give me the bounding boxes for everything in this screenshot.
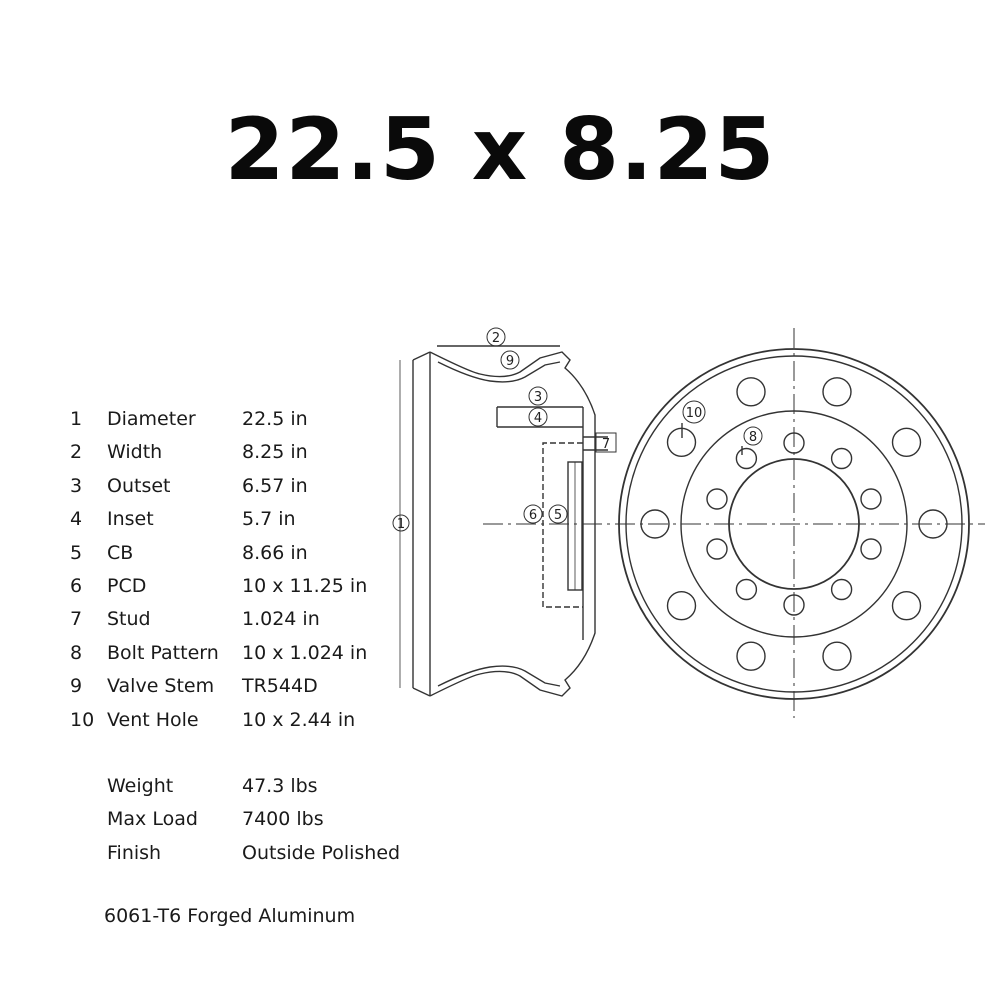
callout-8-text: 8 — [748, 430, 758, 445]
spec-number: 1 — [70, 408, 83, 430]
spec-value: 10 x 11.25 in — [242, 574, 368, 597]
vent-hole — [668, 592, 696, 620]
spec-label: Vent Hole — [107, 708, 199, 731]
callout-10 — [683, 401, 705, 423]
spec-value: 10 x 2.44 in — [242, 708, 356, 731]
wheel-side-profile — [400, 346, 985, 696]
callout-2-text: 2 — [491, 331, 501, 346]
spec-number: 7 — [70, 608, 83, 631]
wheel-front-view — [619, 328, 969, 718]
bolt-hole — [861, 489, 881, 509]
bolt-hole — [832, 449, 852, 469]
callout-7-text: 7 — [601, 437, 611, 452]
spec-value: 8.25 in — [242, 441, 308, 464]
spec-label: Diameter — [107, 408, 196, 430]
vent-hole — [823, 378, 851, 406]
spec-value: 10 x 1.024 in — [242, 641, 368, 664]
spec-value: 22.5 in — [242, 408, 308, 430]
vent-hole — [893, 428, 921, 456]
spec-label: Stud — [107, 608, 151, 631]
pcd-dimension-bracket — [543, 443, 583, 607]
material-note: 6061-T6 Forged Aluminum — [104, 905, 356, 927]
spec-label: CB — [107, 541, 134, 564]
page-title: 22.5 x 8.25 — [224, 100, 776, 200]
extra-value: Outside Polished — [242, 841, 401, 864]
spec-number: 6 — [70, 574, 83, 597]
spec-number: 8 — [70, 641, 83, 664]
rim-top-corner — [413, 352, 430, 360]
vent-hole — [823, 642, 851, 670]
callout-9-text: 9 — [505, 354, 515, 369]
callout-4 — [529, 408, 547, 426]
spec-label: Valve Stem — [107, 675, 215, 698]
rim-bottom-contour — [430, 618, 595, 696]
bolt-hole — [707, 489, 727, 509]
callout-6 — [524, 505, 542, 523]
callout-1-text: 1 — [396, 517, 406, 532]
bolt-hole — [736, 580, 756, 600]
callout-9 — [501, 351, 519, 369]
spec-label: Outset — [107, 474, 171, 497]
callout-3 — [529, 387, 547, 405]
spec-number: 3 — [70, 474, 83, 497]
callout-8 — [744, 427, 762, 445]
spec-number: 2 — [70, 441, 83, 464]
extra-label: Weight — [107, 775, 174, 797]
spec-label: Inset — [107, 508, 154, 531]
extra-value: 7400 lbs — [242, 808, 324, 831]
bolt-hole — [861, 539, 881, 559]
vent-hole — [737, 642, 765, 670]
spec-label: Bolt Pattern — [107, 641, 219, 664]
spec-value: 5.7 in — [242, 508, 296, 531]
extra-label: Max Load — [107, 808, 198, 831]
callout-2 — [487, 328, 505, 346]
callout-6-text: 6 — [528, 508, 538, 523]
callout-3-text: 3 — [533, 390, 543, 405]
callout-7 — [596, 433, 616, 452]
spec-value: 8.66 in — [242, 541, 308, 564]
vent-hole — [893, 592, 921, 620]
spec-value: 1.024 in — [242, 608, 320, 631]
callout-10-text: 10 — [685, 406, 703, 421]
extra-value: 47.3 lbs — [242, 775, 318, 797]
spec-number: 10 — [70, 708, 95, 731]
vent-hole — [737, 378, 765, 406]
bolt-hole — [832, 580, 852, 600]
spec-number: 5 — [70, 541, 83, 564]
spec-value: 6.57 in — [242, 474, 308, 497]
callout-1 — [393, 515, 409, 532]
spec-label: PCD — [107, 574, 147, 597]
extra-label: Finish — [107, 841, 162, 864]
rim-bottom-corner — [413, 688, 430, 696]
bolt-hole — [707, 539, 727, 559]
spec-value: TR544D — [242, 675, 318, 698]
callout-5 — [549, 505, 567, 523]
callout-4-text: 4 — [533, 411, 543, 426]
spec-number: 4 — [70, 508, 83, 531]
bolt-hole — [736, 449, 756, 469]
callout-5-text: 5 — [553, 508, 563, 523]
spec-number: 9 — [70, 675, 83, 698]
spec-label: Width — [107, 441, 163, 464]
